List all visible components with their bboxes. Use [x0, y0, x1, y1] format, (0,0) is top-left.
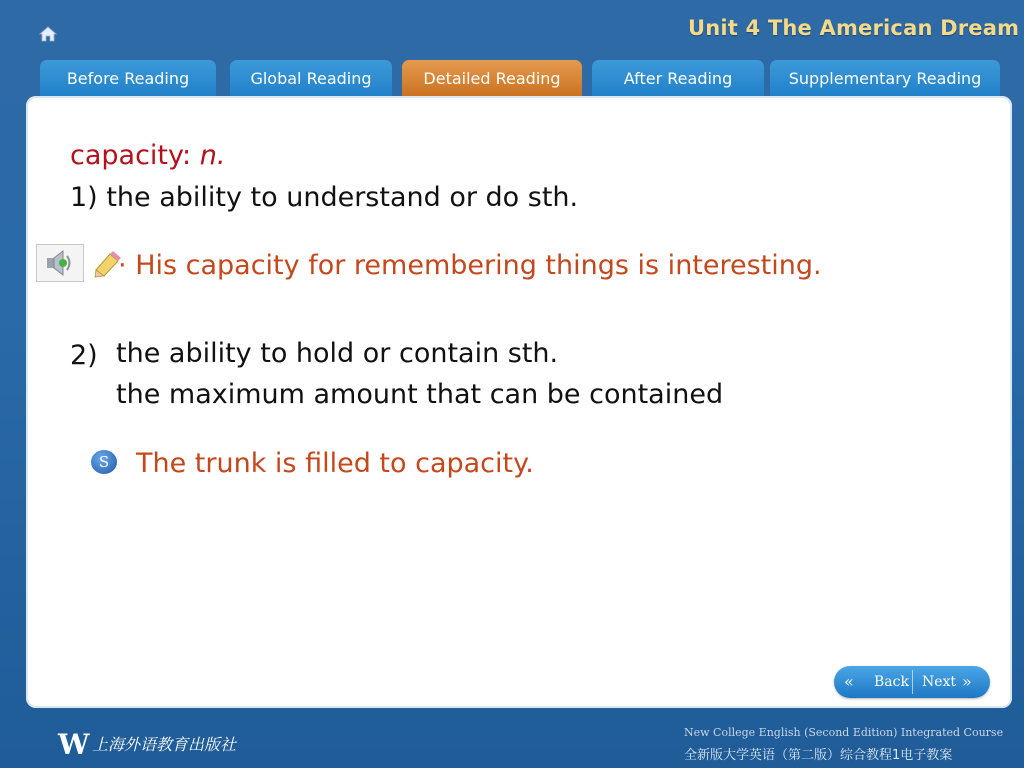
part-of-speech: n.: [199, 140, 226, 171]
tab-before-reading[interactable]: Before Reading: [40, 60, 216, 98]
back-button[interactable]: Back: [874, 674, 909, 690]
publisher-logo: [56, 728, 90, 760]
tab-supplementary-reading[interactable]: Supplementary Reading: [770, 60, 1000, 98]
sense-1-example-text: His capacity for remembering things is interesting.: [135, 250, 822, 281]
sense-1-number: 1): [70, 182, 98, 213]
sense-2-definition-line2: the maximum amount that can be contained: [116, 379, 724, 410]
sense-1-line: [70, 182, 578, 213]
nav-divider: [912, 670, 913, 694]
sense-1-example: · His capacity for remembering things is interesting.: [118, 250, 822, 281]
unit-title: Unit 4 The American Dream: [688, 16, 1020, 40]
audio-play-button[interactable]: [36, 244, 84, 282]
back-arrow-icon[interactable]: «: [844, 672, 854, 691]
vocab-term-line: [70, 140, 225, 171]
sense-2-number: 2): [70, 340, 98, 371]
publisher-name: 上海外语教育出版社: [92, 735, 237, 754]
tab-after-reading[interactable]: After Reading: [592, 60, 764, 98]
logo-letter: W: [58, 728, 90, 760]
next-arrow-icon[interactable]: »: [962, 672, 972, 691]
page-nav: [834, 666, 990, 698]
example-s-icon: S: [91, 450, 117, 474]
tab-global-reading[interactable]: Global Reading: [230, 60, 392, 98]
course-name-cn: 全新版大学英语（第二版）综合教程1电子教案: [684, 748, 953, 763]
tab-detailed-reading[interactable]: Detailed Reading: [402, 60, 582, 98]
speaker-icon: [37, 245, 83, 281]
sense-2-example: The trunk is filled to capacity.: [136, 448, 534, 479]
sense-2-definition-line1: the ability to hold or contain sth.: [116, 338, 559, 369]
next-button[interactable]: Next: [922, 674, 957, 690]
home-icon[interactable]: [38, 24, 58, 44]
sense-1-definition: the ability to understand or do sth.: [106, 182, 579, 213]
vocab-term: capacity:: [70, 140, 192, 171]
course-name-en: New College English (Second Edition) Integrated Course: [684, 726, 1004, 739]
